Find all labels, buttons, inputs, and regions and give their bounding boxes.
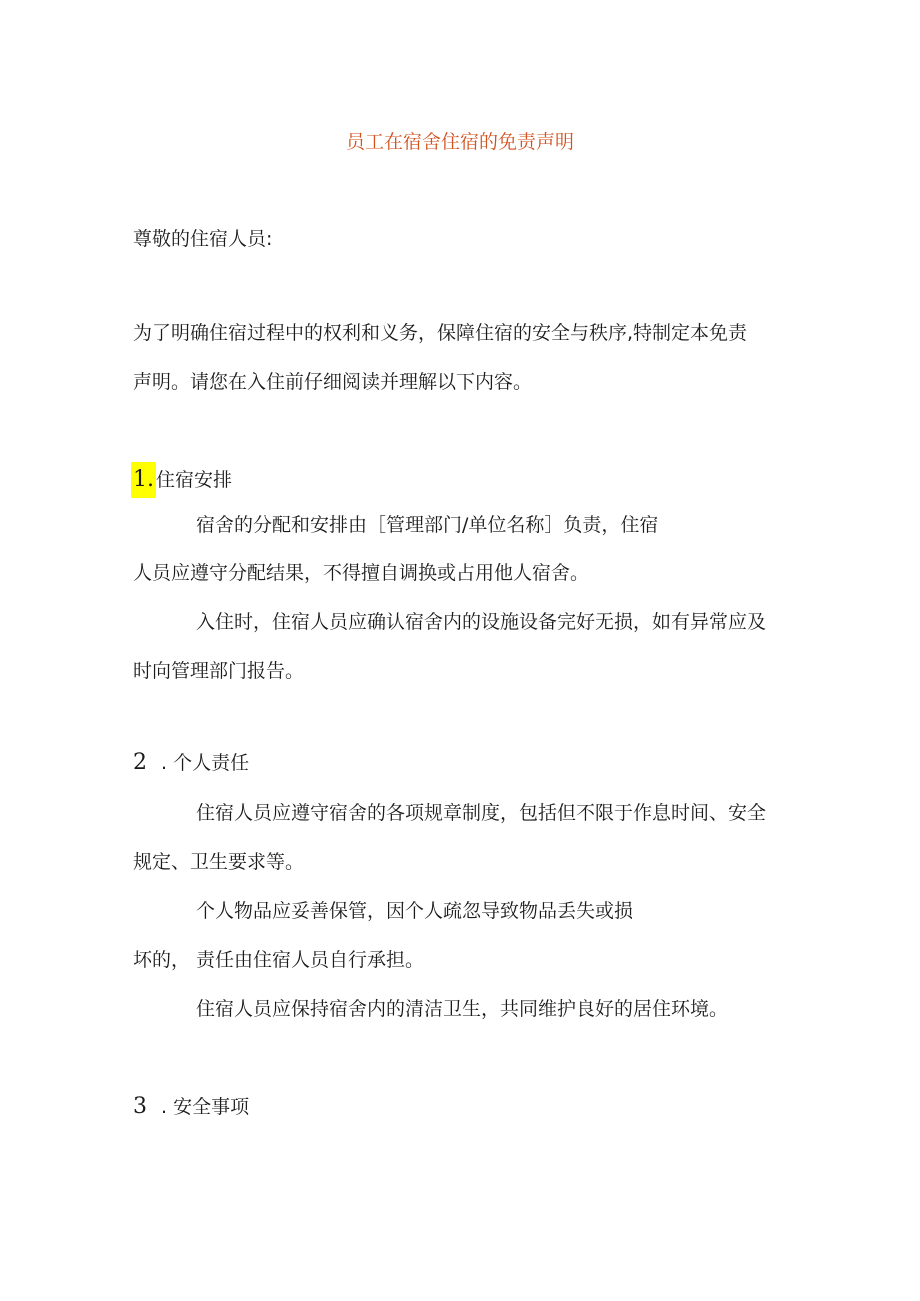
section-2-line-1: 住宿人员应遵守宿舍的各项规章制度，包括但不限于作息时间、安全 [196, 802, 767, 824]
section-2-line-2: 规定、卫生要求等。 [133, 851, 305, 873]
document-title: 员工在宿舍住宿的免责声明 [345, 131, 574, 153]
section-2-line-3: 个人物品应妥善保管，因个人疏忽导致物品丢失或损 [196, 900, 634, 922]
section-1-line-4: 时向管理部门报告。 [133, 660, 305, 682]
section-1-line-1: 宿舍的分配和安排由［管理部门/单位名称］负责，住宿 [196, 514, 659, 536]
section-1-number: 1. [131, 462, 156, 498]
section-1-line-3: 入住时，住宿人员应确认宿舍内的设施设备完好无损，如有异常应及 [196, 611, 767, 633]
intro-line-1: 为了明确住宿过程中的权利和义务，保障住宿的安全与秩序,特制定本免责 [133, 322, 748, 344]
section-2-number: 2 [133, 750, 147, 775]
section-2-title: . 个人责任 [161, 752, 250, 774]
section-3-number: 3 [133, 1094, 147, 1119]
section-1-heading [133, 462, 232, 498]
intro-line-2: 声明。请您在入住前仔细阅读并理解以下内容。 [133, 371, 533, 393]
section-3-heading [133, 1095, 249, 1119]
section-2-line-5: 住宿人员应保持宿舍内的清洁卫生，共同维护良好的居住环境。 [196, 998, 729, 1020]
section-1-title: 住宿安排 [156, 469, 233, 491]
section-2-line-4: 坏的， 责任由住宿人员自行承担。 [133, 949, 425, 971]
section-3-title: . 安全事项 [161, 1096, 250, 1118]
section-1-line-2: 人员应遵守分配结果，不得擅自调换或占用他人宿舍。 [133, 562, 590, 584]
greeting: 尊敬的住宿人员: [133, 228, 273, 250]
section-2-heading [133, 751, 249, 775]
